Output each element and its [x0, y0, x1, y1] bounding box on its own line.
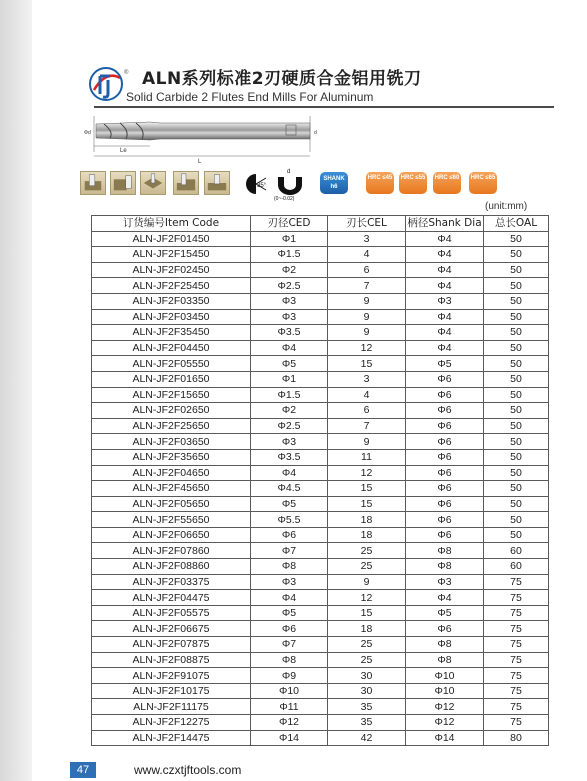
item-code-cell: ALN-JF2F15650 [92, 387, 251, 403]
item-code-cell: ALN-JF2F06675 [92, 621, 251, 637]
cel-cell: 18 [328, 527, 406, 543]
item-code-cell: ALN-JF2F91075 [92, 668, 251, 684]
oal-cell: 50 [484, 465, 549, 481]
table-row [92, 699, 549, 715]
table-row [92, 496, 549, 512]
table-row [92, 340, 549, 356]
shank-dia-cell: Φ6 [406, 465, 484, 481]
table-body [92, 231, 549, 746]
item-code-cell: ALN-JF2F07875 [92, 637, 251, 653]
item-code-cell: ALN-JF2F14475 [92, 730, 251, 746]
oal-cell: 50 [484, 247, 549, 263]
website-link[interactable]: www.czxtjftools.com [134, 763, 242, 777]
item-code-cell: ALN-JF2F08875 [92, 652, 251, 668]
shank-dia-cell: Φ14 [406, 730, 484, 746]
shank-dia-cell: Φ4 [406, 247, 484, 263]
oal-cell: 75 [484, 605, 549, 621]
cel-cell: 15 [328, 481, 406, 497]
item-code-cell: ALN-JF2F10175 [92, 683, 251, 699]
drawing-label-l: L [198, 159, 202, 165]
oal-cell: 50 [484, 387, 549, 403]
ced-cell: Φ7 [251, 543, 328, 559]
cel-cell: 6 [328, 262, 406, 278]
oal-cell: 50 [484, 481, 549, 497]
shank-dia-cell: Φ5 [406, 605, 484, 621]
shank-dia-cell: Φ4 [406, 309, 484, 325]
shank-dia-cell: Φ6 [406, 449, 484, 465]
item-code-cell: ALN-JF2F04650 [92, 465, 251, 481]
cel-cell: 6 [328, 403, 406, 419]
ced-cell: Φ5 [251, 356, 328, 372]
cel-cell: 35 [328, 715, 406, 731]
helix-angle-icon [243, 171, 269, 197]
table-row [92, 247, 549, 263]
table-row [92, 371, 549, 387]
item-code-cell: ALN-JF2F45650 [92, 481, 251, 497]
table-row [92, 683, 549, 699]
oal-cell: 50 [484, 512, 549, 528]
ced-cell: Φ1 [251, 371, 328, 387]
cel-cell: 25 [328, 652, 406, 668]
table-row [92, 325, 549, 341]
ced-cell: Φ7 [251, 637, 328, 653]
shank-dia-cell: Φ8 [406, 543, 484, 559]
shank-dia-cell: Φ8 [406, 637, 484, 653]
oal-cell: 50 [484, 356, 549, 372]
shank-dia-cell: Φ3 [406, 293, 484, 309]
oal-cell: 50 [484, 262, 549, 278]
shank-dia-cell: Φ8 [406, 559, 484, 575]
header-cel: 刃长CEL [328, 216, 406, 232]
hrc-60-badge: HRC ≤60 [433, 172, 461, 194]
table-row [92, 309, 549, 325]
cel-cell: 9 [328, 325, 406, 341]
oal-cell: 50 [484, 434, 549, 450]
end-mill-drawing [80, 112, 330, 168]
shank-dia-cell: Φ10 [406, 668, 484, 684]
shank-dia-cell: Φ6 [406, 403, 484, 419]
cel-cell: 12 [328, 465, 406, 481]
table-row [92, 403, 549, 419]
ced-cell: Φ8 [251, 652, 328, 668]
item-code-cell: ALN-JF2F03650 [92, 434, 251, 450]
oal-cell: 75 [484, 590, 549, 606]
ced-cell: Φ2 [251, 262, 328, 278]
shank-dia-cell: Φ6 [406, 371, 484, 387]
oal-cell: 75 [484, 668, 549, 684]
oal-cell: 75 [484, 683, 549, 699]
ced-cell: Φ6 [251, 527, 328, 543]
cel-cell: 15 [328, 356, 406, 372]
cel-cell: 3 [328, 231, 406, 247]
shank-dia-cell: Φ4 [406, 590, 484, 606]
item-code-cell: ALN-JF2F02650 [92, 403, 251, 419]
oal-cell: 75 [484, 574, 549, 590]
oal-cell: 50 [484, 418, 549, 434]
item-code-cell: ALN-JF2F04475 [92, 590, 251, 606]
oal-cell: 60 [484, 559, 549, 575]
item-code-cell: ALN-JF2F05550 [92, 356, 251, 372]
table-row [92, 278, 549, 294]
ced-cell: Φ6 [251, 621, 328, 637]
cel-cell: 9 [328, 293, 406, 309]
shank-dia-cell: Φ12 [406, 715, 484, 731]
cel-cell: 9 [328, 434, 406, 450]
drawing-label-le: Le [120, 148, 127, 154]
shank-dia-cell: Φ8 [406, 652, 484, 668]
table-row [92, 527, 549, 543]
table-row [92, 605, 549, 621]
table-row [92, 715, 549, 731]
table-row [92, 637, 549, 653]
item-code-cell: ALN-JF2F01450 [92, 231, 251, 247]
shank-dia-cell: Φ6 [406, 418, 484, 434]
item-code-cell: ALN-JF2F03375 [92, 574, 251, 590]
svg-text:d: d [287, 169, 291, 175]
oal-cell: 50 [484, 325, 549, 341]
ced-cell: Φ11 [251, 699, 328, 715]
side-milling-icon [110, 171, 136, 195]
shank-dia-cell: Φ4 [406, 325, 484, 341]
cel-cell: 30 [328, 668, 406, 684]
ced-cell: Φ3 [251, 434, 328, 450]
ced-cell: Φ2.5 [251, 278, 328, 294]
item-code-cell: ALN-JF2F04450 [92, 340, 251, 356]
item-code-cell: ALN-JF2F11175 [92, 699, 251, 715]
ced-cell: Φ4.5 [251, 481, 328, 497]
oal-cell: 50 [484, 371, 549, 387]
oal-cell: 50 [484, 527, 549, 543]
oal-cell: 50 [484, 449, 549, 465]
ced-cell: Φ3 [251, 574, 328, 590]
cel-cell: 12 [328, 340, 406, 356]
ced-cell: Φ10 [251, 683, 328, 699]
drawing-label-d: d [314, 130, 317, 136]
item-code-cell: ALN-JF2F08860 [92, 559, 251, 575]
hrc-55-badge: HRC ≤55 [399, 172, 427, 194]
table-row [92, 293, 549, 309]
shank-dia-cell: Φ6 [406, 527, 484, 543]
ced-cell: Φ2 [251, 403, 328, 419]
ced-cell: Φ5.5 [251, 512, 328, 528]
oal-cell: 75 [484, 637, 549, 653]
header-oal: 总长OAL [484, 216, 549, 232]
page-footer [0, 762, 587, 781]
table-row [92, 434, 549, 450]
cel-cell: 25 [328, 637, 406, 653]
cel-cell: 7 [328, 418, 406, 434]
ced-cell: Φ4 [251, 465, 328, 481]
table-row [92, 590, 549, 606]
ced-cell: Φ12 [251, 715, 328, 731]
item-code-cell: ALN-JF2F15450 [92, 247, 251, 263]
shank-dia-cell: Φ6 [406, 512, 484, 528]
oal-cell: 50 [484, 278, 549, 294]
item-code-cell: ALN-JF2F12275 [92, 715, 251, 731]
oal-cell: 50 [484, 231, 549, 247]
helix-angle-label: 35° [257, 183, 267, 189]
ced-cell: Φ5 [251, 496, 328, 512]
page-title-chinese: ALN系列标准2刃硬质合金铝用铣刀 [142, 69, 422, 89]
oal-cell: 50 [484, 309, 549, 325]
cel-cell: 35 [328, 699, 406, 715]
ced-cell: Φ4 [251, 590, 328, 606]
ced-cell: Φ14 [251, 730, 328, 746]
cel-cell: 15 [328, 605, 406, 621]
oal-cell: 75 [484, 652, 549, 668]
item-code-cell: ALN-JF2F03350 [92, 293, 251, 309]
cel-cell: 9 [328, 309, 406, 325]
item-code-cell: ALN-JF2F25650 [92, 418, 251, 434]
oal-cell: 60 [484, 543, 549, 559]
table-row [92, 231, 549, 247]
item-code-cell: ALN-JF2F06650 [92, 527, 251, 543]
item-code-cell: ALN-JF2F55650 [92, 512, 251, 528]
title-divider [94, 106, 554, 108]
shank-h6-badge: SHANK h6 [320, 172, 348, 194]
cel-cell: 4 [328, 247, 406, 263]
header-ced: 刃径CED [251, 216, 328, 232]
ced-cell: Φ3.5 [251, 325, 328, 341]
table-row [92, 387, 549, 403]
shank-dia-cell: Φ5 [406, 356, 484, 372]
item-code-cell: ALN-JF2F03450 [92, 309, 251, 325]
shank-dia-cell: Φ6 [406, 387, 484, 403]
specification-table [91, 215, 549, 746]
table-row [92, 730, 549, 746]
table-row [92, 356, 549, 372]
svg-text:®: ® [124, 70, 129, 76]
cel-cell: 11 [328, 449, 406, 465]
oal-cell: 50 [484, 403, 549, 419]
table-row [92, 668, 549, 684]
ced-cell: Φ3.5 [251, 449, 328, 465]
table-row [92, 449, 549, 465]
hrc-65-badge: HRC ≤65 [469, 172, 497, 194]
tolerance-icon [270, 167, 310, 201]
item-code-cell: ALN-JF2F35450 [92, 325, 251, 341]
table-row [92, 465, 549, 481]
header-item-code: 订货编号Item Code [92, 216, 251, 232]
item-code-cell: ALN-JF2F05650 [92, 496, 251, 512]
shank-dia-cell: Φ6 [406, 621, 484, 637]
ced-cell: Φ9 [251, 668, 328, 684]
oal-cell: 75 [484, 715, 549, 731]
ced-cell: Φ1 [251, 231, 328, 247]
cel-cell: 9 [328, 574, 406, 590]
cel-cell: 12 [328, 590, 406, 606]
shank-dia-cell: Φ6 [406, 434, 484, 450]
page-title-english: Solid Carbide 2 Flutes End Mills For Aluminum [126, 90, 374, 104]
shank-dia-cell: Φ3 [406, 574, 484, 590]
ced-cell: Φ5 [251, 605, 328, 621]
item-code-cell: ALN-JF2F25450 [92, 278, 251, 294]
application-icon-row [80, 171, 540, 201]
item-code-cell: ALN-JF2F02450 [92, 262, 251, 278]
item-code-cell: ALN-JF2F07860 [92, 543, 251, 559]
cel-cell: 30 [328, 683, 406, 699]
ced-cell: Φ2.5 [251, 418, 328, 434]
header-shank-dia: 柄径Shank Dia [407, 217, 482, 230]
cel-cell: 7 [328, 278, 406, 294]
cel-cell: 15 [328, 496, 406, 512]
profile-icon [173, 171, 199, 195]
item-code-cell: ALN-JF2F05575 [92, 605, 251, 621]
cel-cell: 4 [328, 387, 406, 403]
shank-dia-cell: Φ6 [406, 496, 484, 512]
tolerance-label: (0~-0.02) [274, 196, 295, 201]
table-header-row [92, 216, 549, 232]
shank-dia-cell: Φ4 [406, 231, 484, 247]
oal-cell: 75 [484, 699, 549, 715]
oal-cell: 80 [484, 730, 549, 746]
slotting-icon [80, 171, 106, 195]
page-number: 47 [70, 762, 96, 778]
cel-cell: 25 [328, 559, 406, 575]
cel-cell: 42 [328, 730, 406, 746]
cel-cell: 25 [328, 543, 406, 559]
table-row [92, 262, 549, 278]
oal-cell: 50 [484, 340, 549, 356]
ced-cell: Φ1.5 [251, 387, 328, 403]
oal-cell: 50 [484, 496, 549, 512]
drawing-label-dia: Φd [84, 130, 91, 136]
ced-cell: Φ8 [251, 559, 328, 575]
table-row [92, 652, 549, 668]
table-row [92, 559, 549, 575]
shank-dia-cell: Φ4 [406, 262, 484, 278]
item-code-cell: ALN-JF2F01650 [92, 371, 251, 387]
face-milling-icon [204, 171, 230, 195]
item-code-cell: ALN-JF2F35650 [92, 449, 251, 465]
shank-dia-cell: Φ4 [406, 340, 484, 356]
oal-cell: 75 [484, 621, 549, 637]
cel-cell: 18 [328, 621, 406, 637]
oal-cell: 50 [484, 293, 549, 309]
table-row [92, 512, 549, 528]
ced-cell: Φ3 [251, 309, 328, 325]
shank-dia-cell: Φ12 [406, 699, 484, 715]
shank-dia-cell: Φ6 [406, 481, 484, 497]
page-margin-bar [0, 0, 32, 781]
hrc-45-badge: HRC ≤45 [366, 172, 394, 194]
shank-dia-cell: Φ10 [406, 683, 484, 699]
table-row [92, 574, 549, 590]
cel-cell: 3 [328, 371, 406, 387]
ced-cell: Φ3 [251, 293, 328, 309]
table-row [92, 543, 549, 559]
ced-cell: Φ4 [251, 340, 328, 356]
shank-dia-cell: Φ4 [406, 278, 484, 294]
table-row [92, 481, 549, 497]
cel-cell: 18 [328, 512, 406, 528]
plunge-icon [140, 171, 166, 195]
unit-note: (unit:mm) [485, 201, 528, 212]
table-row [92, 418, 549, 434]
ced-cell: Φ1.5 [251, 247, 328, 263]
table-row [92, 621, 549, 637]
